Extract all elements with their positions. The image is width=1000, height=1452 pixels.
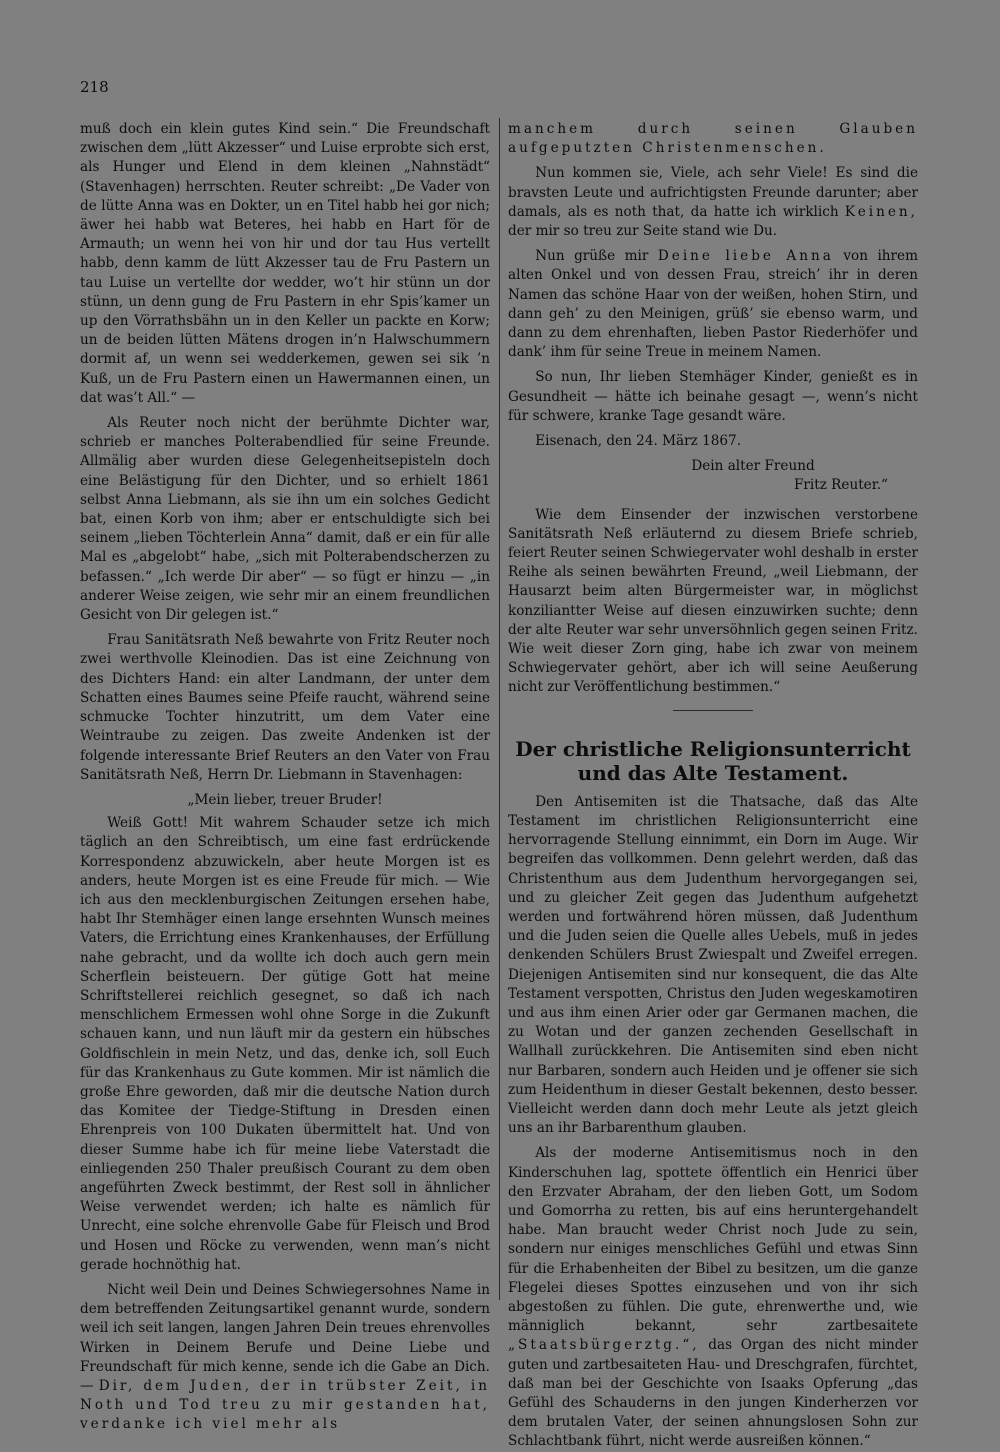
paragraph: muß doch ein klein gutes Kind sein.“ Die Freundschaft zwischen dem „lütt Akzesser“ und Luise erprobte sich erst, als Hunger und Elend in dem kleinen „Nahnstädt“ (Stavenhagen) herrschten. Reuter schreibt: „De Vader von de lütte Anna was en Dokter, un en Titel habb hei gor nich; äwer hei habb wat Beteres, hei habb en Hart för de Armauth; un wenn hei von hir und dor tau Hus vertellt habb, denn kamm de lütt Akzesser tau de Fru Pastern un tau Luise un vertellte dor wedder, wo’t hir stünn un dor stünn, un denn gung de Fru Pastern in ehr Spis’kamer un up den Vörrathsbähn un in den Keller un packte en Korw; un de beiden lütten Mätens drogen in’n Halwschummern dormit af, un wenn sei wedderkemen, gewen sei sik ’n Kuß, un de Fru Pastern einen un Hawermannen einen, un dat was’t All.“ — <box>80 121 490 406</box>
paragraph: Den Antisemiten ist die Thatsache, daß das Alte Testament im christlichen Religionsunterricht eine hervorragende Stellung einnimmt, ein Dorn im Auge. Wir begreifen das vollkommen. Denn gelehrt werden, daß das Christenthum aus dem Judenthum hervorgegangen sei, und zu gleicher Zeit gegen das Judenthum aufgehetzt werden und fortwährend hören müssen, daß Judenthum und die Juden seien die Quelle alles Uebels, muß in jedes denkenden Schülers Brust Zwiespalt und Zweifel erregen. Diejenigen Antisemiten sind nur konsequent, die das Alte Testament verspotten, Christus den Juden wegeskamotiren und aus ihm einen Arier oder gar Germanen machen, die zu Wotan und der ganzen zechenden Gesellschaft in Wallhall zurückkehren. Die Antisemiten sind eben nicht nur Barbaren, sondern auch Heiden und je offener sie sich zum Heidenthum in dieser Gestalt bekennen, desto besser. Vielleicht werden dann doch mehr Leute als jetzt gleich uns an ihr Barbarenthum glauben. <box>508 793 918 1137</box>
paragraph: Frau Sanitätsrath Neß bewahrte von Fritz Reuter noch zwei werthvolle Kleinodien. Das ist eine Zeichnung von des Dichters Hand: ein alter Landmann, der unter dem Schatten eines Baumes seine Pfeife raucht, während seine schmucke Tochter hinzutritt, um dem Vater eine Weintraube zu zeigen. Das zweite Andenken ist der folgende interessante Brief Reuters an den Vater von Frau Sanitätsrath Neß, Herrn Dr. Liebmann in Stavenhagen: <box>80 632 490 783</box>
section-rule <box>673 710 753 711</box>
text-run: Als der moderne Antisemitismus noch in den Kinderschuhen lag, spottete öffentlich ein Henrici über den Erzvater Abraham, der den lieben Gott, um Sodom und Gomorrha zu retten, bis auf eins heruntergehandelt habe. Man braucht weder Christ noch Jude zu sein, sondern nur einiges menschliches Gefühl und etwas Sinn für die Erhabenheiten der Bibel zu besitzen, um die ganze Flegelei dieses Spottes einzusehen und von ihr sich abgestoßen zu fühlen. Die gute, ehrenwerthe und, wie männiglich bekannt, sehr zartbesaitete <box>508 1145 918 1335</box>
paragraph: So nun, Ihr lieben Stemhäger Kinder, genießt es in Gesundheit — hätte ich beinahe gesagt —, wenn’s nicht für schwere, kranke Tage gesandt wäre. <box>508 369 918 424</box>
text-run: der mir so treu zur Seite stand wie Du. <box>508 223 778 240</box>
section-heading: Der christliche Religionsunterricht und das Alte Testament. <box>515 736 911 785</box>
letter-signature: Fritz Reuter.“ <box>793 477 888 494</box>
paragraph <box>508 1144 918 1451</box>
page-number: 218 <box>80 78 109 96</box>
text-run: Nicht weil Dein und Deines Schwiegersohnes Name in dem betreffenden Zeitungsartikel genannt wurde, sondern weil ich seit langen, langen Jahren Dein treues ehrenvolles Wirken in Deinem Berufe und Deine Liebe und Freundschaft für mich kenne, sende ich die Gabe an Dich. — <box>80 1281 490 1394</box>
letter-dateline: Eisenach, den 24. März 1867. <box>535 433 742 450</box>
paragraph <box>508 164 918 241</box>
right-column <box>508 120 918 1450</box>
paragraph: manchem durch seinen Glauben aufgeputzten Christenmenschen. <box>508 121 918 157</box>
text-run: Nun grüße mir <box>535 248 649 265</box>
spaced-text: „Staatsbürgerztg.“, <box>508 1337 700 1354</box>
spaced-text: Keinen, <box>844 203 918 220</box>
letter-salutation: „Mein lieber, treuer Bruder! <box>187 791 383 808</box>
text-run: das Organ des nicht minder guten und zartbesaiteten Hau- und Dreschgrafen, fürchtet, daß man bei der Geschichte von Isaaks Opferung „das Gefühl des Schauderns in den jungen Kinderherzen vor dem brutalen Vater, der seinen ahnungslosen Sohn zur Schlachtbank führt, nicht werde ausreißen können.“ <box>508 1337 918 1450</box>
spaced-text: Deine liebe Anna <box>657 248 834 265</box>
paragraph <box>80 1281 490 1435</box>
text-run: Nun kommen sie, Viele, ach sehr Viele! Es sind die bravsten Leute und aufrichtigsten Freunde darunter; aber damals, als es noth that, da hatte ich wirklich <box>508 165 918 220</box>
paragraph <box>508 247 918 362</box>
column-divider <box>499 118 500 1300</box>
text-run: von ihrem alten Onkel und von dessen Frau, streich’ ihr in deren Namen das schöne Haar von der weißen, hohen Stirn, und dann geh’ zu den Meinigen, grüß’ sie ebenso warm, und dann zu dem ehrenhaften, lieben Pastor Riederhöfer und dank’ ihm für seine Treue in meinem Namen. <box>508 248 918 361</box>
spaced-text: Dir, dem Juden, der in trübster Zeit, in Noth und Tod treu zu mir gestanden hat, verdanke ich viel mehr als <box>80 1378 490 1433</box>
paragraph: Wie dem Einsender der inzwischen verstorbene Sanitätsrath Neß erläuternd zu diesem Briefe schrieb, feiert Reuter seinen Schwiegervater wohl deshalb in erster Reihe als seinen bewährten Freund, „weil Liebmann, der Hausarzt beim alten Bürgermeister war, in möglichst konziliantter Weise auf diesen einzuwirken suchte; denn der alte Reuter war sehr unversöhnlich gegen seinen Fritz. Wie weit dieser Zorn ging, habe ich zwar von meinem Schwiegervater gehört, aber ich will seine Aeußerung nicht zur Veröffentlichung bestimmen.“ <box>508 506 918 696</box>
paragraph: Als Reuter noch nicht der berühmte Dichter war, schrieb er manches Polterabendlied für seine Freunde. Allmälig aber wurden diese Gelegenheitsepisteln doch eine Belästigung für den Dichter, und so erhielt 1861 selbst Anna Liebmann, als sie ihn um ein solches Gedicht bat, einen Korb von ihm; aber er entschuldigte sich bei seinem „lieben Töchterlein Anna“ damit, daß er ein für alle Mal es „abgelobt“ habe, „sich mit Polterabendscherzen zu befassen.“ „Ich werde Dir aber“ — so fügt er hinzu — „in anderer Weise zeigen, wie sehr mir an einem freundlichen Gesicht von Dir gelegen ist.“ <box>80 415 490 624</box>
paragraph: Weiß Gott! Mit wahrem Schauder setze ich mich täglich an den Schreibtisch, um eine fast erdrückende Korrespondenz abzuwickeln, aber heute Morgen ist es anders, heute Morgen ist es eine Freude für mich. — Wie ich aus den mecklenburgischen Zeitungen ersehen habe, habt Ihr Stemhäger einen lange ersehnten Wunsch meines Vaters, die Errichtung eines Krankenhauses, der Erfüllung nahe gebracht, und da wollte ich doch auch gern mein Scherflein beisteuern. Der gütige Gott hat meine Schriftstellerei reichlich gesegnet, so daß ich nach menschlichem Ermessen wohl ohne Sorge in die Zukunft schauen kann, und nun läuft mir da gestern ein hübsches Goldfischlein in mein Netz, und das, denke ich, soll Euch für das Krankenhaus zu Gute kommen. Mir ist nämlich die große Ehre geworden, daß mir die deutsche Nation durch das Komitee der Tiedge-Stiftung in Dresden einen Ehrenpreis von 100 Dukaten übermittelt hat. Und von dieser Summe habe ich für meine liebe Vaterstadt die einliegenden 250 Thaler preußisch Courant zu dem oben angeführten Zweck bestimmt, der Rest soll in ähnlicher Weise verwendet werden; ich halte es nämlich für Unrecht, eine solche ehrenvolle Gabe für Fleisch und Brod und Hosen und Röcke zu verwenden, wenn man’s nicht gerade hochnöthig hat. <box>80 815 490 1273</box>
left-column <box>80 120 490 1433</box>
letter-closing: Dein alter Freund <box>691 458 815 475</box>
